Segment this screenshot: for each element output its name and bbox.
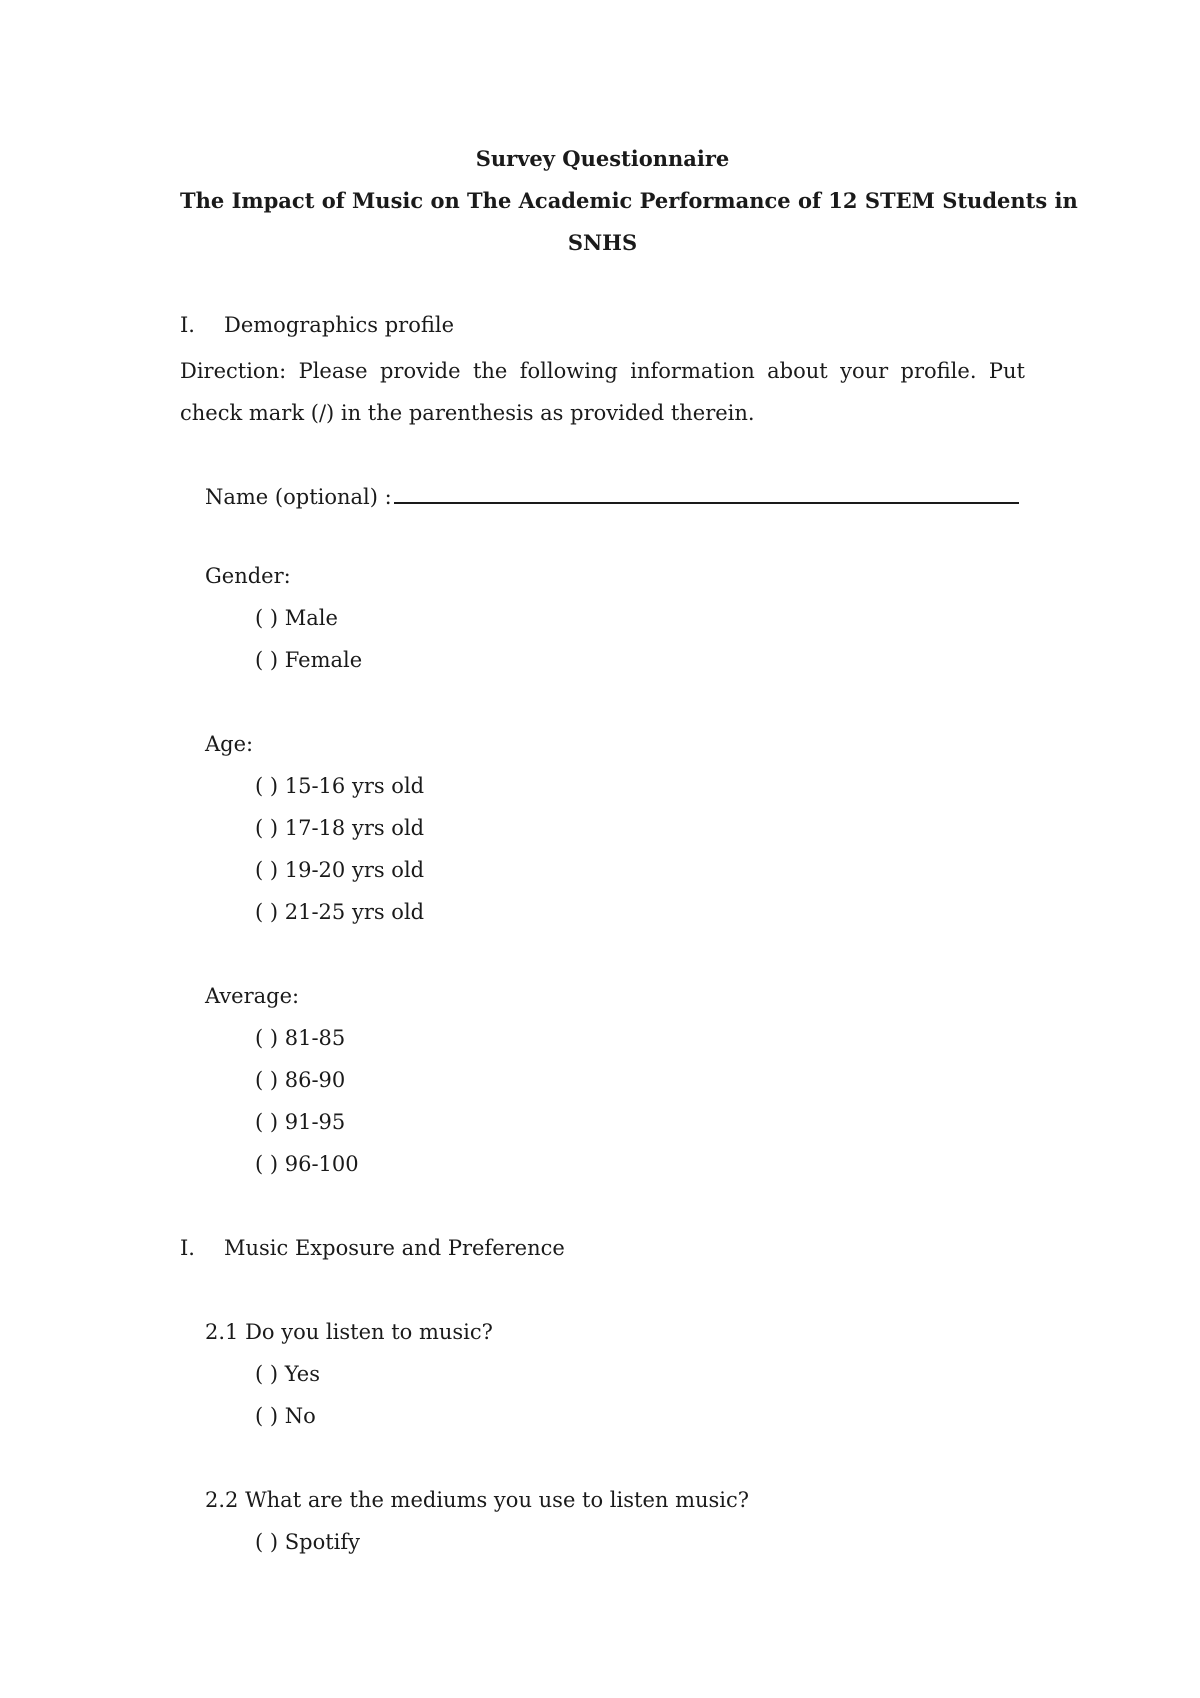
name-label: Name (optional) : (205, 485, 392, 509)
page-subtitle-line1: The Impact of Music on The Academic Performance of 12 STEM Students in (180, 188, 1078, 213)
option-gender-male: ( ) Male (255, 606, 338, 630)
section-number: I. (180, 313, 195, 337)
option-average-81-85: ( ) 81-85 (255, 1026, 346, 1050)
option-average-96-100: ( ) 96-100 (255, 1152, 359, 1176)
section-number: I. (180, 1236, 195, 1260)
average-label: Average: (205, 984, 300, 1008)
option-no: ( ) No (255, 1404, 316, 1428)
option-age-17-18: ( ) 17-18 yrs old (255, 816, 425, 840)
name-blank-line (394, 480, 1019, 504)
option-average-86-90: ( ) 86-90 (255, 1068, 346, 1092)
gender-label: Gender: (205, 564, 291, 588)
option-yes: ( ) Yes (255, 1362, 320, 1386)
option-age-21-25: ( ) 21-25 yrs old (255, 900, 425, 924)
question-2-2: 2.2 What are the mediums you use to listen music? (205, 1488, 750, 1512)
option-age-15-16: ( ) 15-16 yrs old (255, 774, 425, 798)
name-field (205, 480, 1019, 509)
direction-text: Direction: Please provide the following information about your profile. Put check mark (/) in the parenthesis as provided therein. (180, 359, 1025, 425)
age-label: Age: (205, 732, 254, 756)
page-subtitle-line2: SNHS (567, 230, 638, 255)
section-heading-demographics (180, 313, 454, 337)
section-title: Music Exposure and Preference (224, 1236, 565, 1260)
option-spotify: ( ) Spotify (255, 1530, 360, 1554)
option-average-91-95: ( ) 91-95 (255, 1110, 346, 1134)
option-age-19-20: ( ) 19-20 yrs old (255, 858, 425, 882)
question-2-1: 2.1 Do you listen to music? (205, 1320, 493, 1344)
section-heading-music (180, 1236, 565, 1260)
section-title: Demographics profile (224, 313, 454, 337)
option-gender-female: ( ) Female (255, 648, 363, 672)
page-title: Survey Questionnaire (475, 146, 730, 171)
